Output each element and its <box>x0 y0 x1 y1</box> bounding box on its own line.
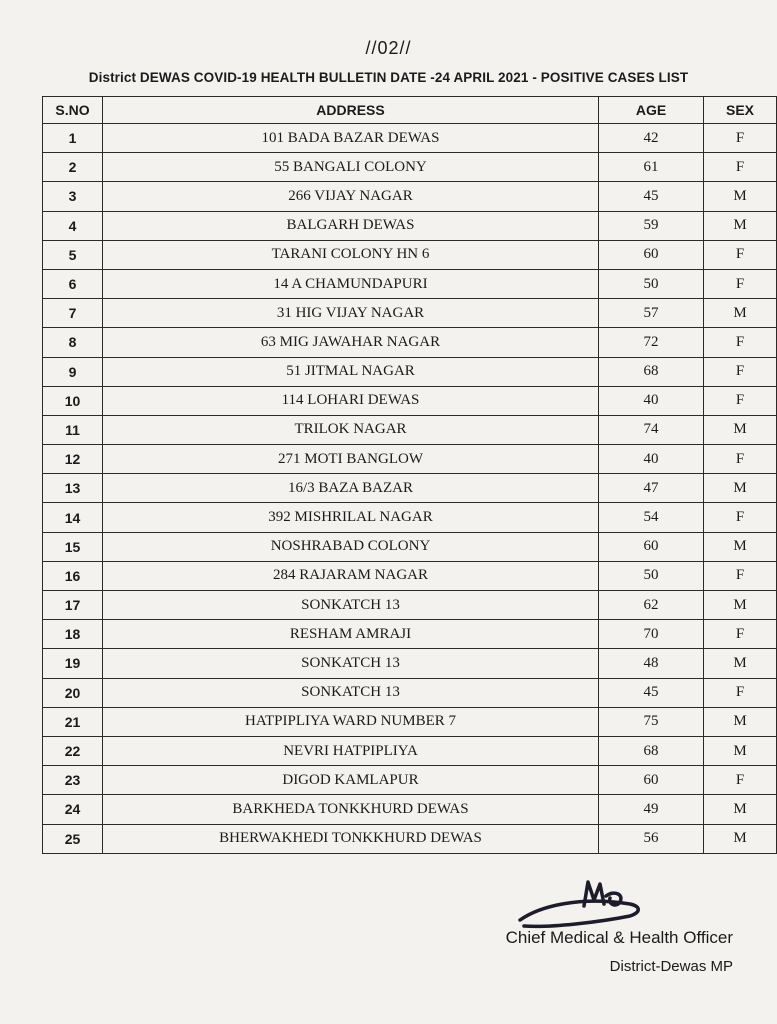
sno-cell: 21 <box>43 707 103 736</box>
sex-cell: F <box>704 357 777 386</box>
address-cell: BALGARH DEWAS <box>103 211 599 240</box>
table-row <box>43 386 777 415</box>
address-cell: SONKATCH 13 <box>103 678 599 707</box>
address-cell: NOSHRABAD COLONY <box>103 532 599 561</box>
sex-cell: M <box>704 299 777 328</box>
sno-cell: 8 <box>43 328 103 357</box>
sno-cell: 15 <box>43 532 103 561</box>
age-cell: 56 <box>599 824 704 853</box>
address-cell: 284 RAJARAM NAGAR <box>103 561 599 590</box>
table-row <box>43 795 777 824</box>
age-cell: 50 <box>599 561 704 590</box>
sno-cell: 19 <box>43 649 103 678</box>
sno-cell: 5 <box>43 240 103 269</box>
address-cell: 31 HIG VIJAY NAGAR <box>103 299 599 328</box>
table-row <box>43 153 777 182</box>
sex-cell: M <box>704 707 777 736</box>
officer-designation: Chief Medical & Health Officer <box>505 928 733 947</box>
age-cell: 60 <box>599 532 704 561</box>
sno-cell: 11 <box>43 415 103 444</box>
sno-cell: 1 <box>43 124 103 153</box>
age-cell: 75 <box>599 707 704 736</box>
sno-cell: 14 <box>43 503 103 532</box>
age-cell: 40 <box>599 445 704 474</box>
sno-cell: 10 <box>43 386 103 415</box>
sno-cell: 3 <box>43 182 103 211</box>
age-cell: 59 <box>599 211 704 240</box>
sex-cell: F <box>704 620 777 649</box>
age-cell: 49 <box>599 795 704 824</box>
column-header-sex: SEX <box>704 97 777 124</box>
sno-cell: 24 <box>43 795 103 824</box>
age-cell: 45 <box>599 678 704 707</box>
sno-cell: 16 <box>43 561 103 590</box>
sex-cell: M <box>704 649 777 678</box>
sex-cell: F <box>704 503 777 532</box>
sex-cell: F <box>704 240 777 269</box>
age-cell: 54 <box>599 503 704 532</box>
table-row <box>43 736 777 765</box>
table-row <box>43 532 777 561</box>
table-row <box>43 415 777 444</box>
address-cell: 14 A CHAMUNDAPURI <box>103 269 599 298</box>
age-cell: 48 <box>599 649 704 678</box>
age-cell: 62 <box>599 591 704 620</box>
table-row <box>43 182 777 211</box>
sex-cell: M <box>704 474 777 503</box>
address-cell: 16/3 BAZA BAZAR <box>103 474 599 503</box>
table-row <box>43 591 777 620</box>
sex-cell: F <box>704 561 777 590</box>
address-cell: NEVRI HATPIPLIYA <box>103 736 599 765</box>
sex-cell: F <box>704 766 777 795</box>
sno-cell: 6 <box>43 269 103 298</box>
table-row <box>43 328 777 357</box>
district-name: District-Dewas MP <box>609 958 733 975</box>
table-row <box>43 357 777 386</box>
table-header-row <box>43 97 777 124</box>
table-row <box>43 707 777 736</box>
address-cell: 266 VIJAY NAGAR <box>103 182 599 211</box>
sno-cell: 17 <box>43 591 103 620</box>
table-row <box>43 766 777 795</box>
age-cell: 72 <box>599 328 704 357</box>
table-row <box>43 124 777 153</box>
sex-cell: M <box>704 795 777 824</box>
sex-cell: M <box>704 182 777 211</box>
age-cell: 50 <box>599 269 704 298</box>
address-cell: 101 BADA BAZAR DEWAS <box>103 124 599 153</box>
signature-mark <box>510 876 650 936</box>
address-cell: 114 LOHARI DEWAS <box>103 386 599 415</box>
sno-cell: 20 <box>43 678 103 707</box>
sno-cell: 25 <box>43 824 103 853</box>
age-cell: 68 <box>599 357 704 386</box>
sex-cell: F <box>704 269 777 298</box>
table-row <box>43 445 777 474</box>
address-cell: RESHAM AMRAJI <box>103 620 599 649</box>
age-cell: 47 <box>599 474 704 503</box>
column-header-sno: S.NO <box>43 97 103 124</box>
address-cell: 63 MIG JAWAHAR NAGAR <box>103 328 599 357</box>
address-cell: TARANI COLONY HN 6 <box>103 240 599 269</box>
sex-cell: F <box>704 124 777 153</box>
table-row <box>43 561 777 590</box>
bulletin-title: District DEWAS COVID-19 HEALTH BULLETIN DATE -24 APRIL 2021 - POSITIVE CASES LIST <box>88 70 689 85</box>
sex-cell: F <box>704 445 777 474</box>
positive-cases-table <box>42 96 777 854</box>
page-number: //02// <box>365 38 412 58</box>
table-row <box>43 240 777 269</box>
table-row <box>43 620 777 649</box>
column-header-address: ADDRESS <box>103 97 599 124</box>
age-cell: 40 <box>599 386 704 415</box>
age-cell: 42 <box>599 124 704 153</box>
sno-cell: 4 <box>43 211 103 240</box>
address-cell: 392 MISHRILAL NAGAR <box>103 503 599 532</box>
table-row <box>43 503 777 532</box>
sno-cell: 23 <box>43 766 103 795</box>
table-body <box>43 124 777 854</box>
table-row <box>43 269 777 298</box>
age-cell: 74 <box>599 415 704 444</box>
age-cell: 70 <box>599 620 704 649</box>
sex-cell: M <box>704 591 777 620</box>
sno-cell: 2 <box>43 153 103 182</box>
column-header-age: AGE <box>599 97 704 124</box>
address-cell: 271 MOTI BANGLOW <box>103 445 599 474</box>
address-cell: DIGOD KAMLAPUR <box>103 766 599 795</box>
age-cell: 60 <box>599 240 704 269</box>
table-row <box>43 474 777 503</box>
address-cell: 51 JITMAL NAGAR <box>103 357 599 386</box>
sex-cell: M <box>704 415 777 444</box>
sex-cell: M <box>704 211 777 240</box>
sno-cell: 22 <box>43 736 103 765</box>
address-cell: BARKHEDA TONKKHURD DEWAS <box>103 795 599 824</box>
sex-cell: M <box>704 824 777 853</box>
sno-cell: 13 <box>43 474 103 503</box>
table-row <box>43 649 777 678</box>
address-cell: SONKATCH 13 <box>103 591 599 620</box>
address-cell: TRILOK NAGAR <box>103 415 599 444</box>
sex-cell: F <box>704 328 777 357</box>
address-cell: HATPIPLIYA WARD NUMBER 7 <box>103 707 599 736</box>
sno-cell: 7 <box>43 299 103 328</box>
age-cell: 45 <box>599 182 704 211</box>
table-row <box>43 211 777 240</box>
sno-cell: 9 <box>43 357 103 386</box>
sex-cell: F <box>704 153 777 182</box>
sex-cell: F <box>704 678 777 707</box>
address-cell: 55 BANGALI COLONY <box>103 153 599 182</box>
age-cell: 60 <box>599 766 704 795</box>
age-cell: 68 <box>599 736 704 765</box>
sno-cell: 18 <box>43 620 103 649</box>
table-row <box>43 824 777 853</box>
sex-cell: F <box>704 386 777 415</box>
address-cell: SONKATCH 13 <box>103 649 599 678</box>
address-cell: BHERWAKHEDI TONKKHURD DEWAS <box>103 824 599 853</box>
table-row <box>43 299 777 328</box>
sex-cell: M <box>704 532 777 561</box>
table-row <box>43 678 777 707</box>
age-cell: 57 <box>599 299 704 328</box>
sex-cell: M <box>704 736 777 765</box>
sno-cell: 12 <box>43 445 103 474</box>
age-cell: 61 <box>599 153 704 182</box>
